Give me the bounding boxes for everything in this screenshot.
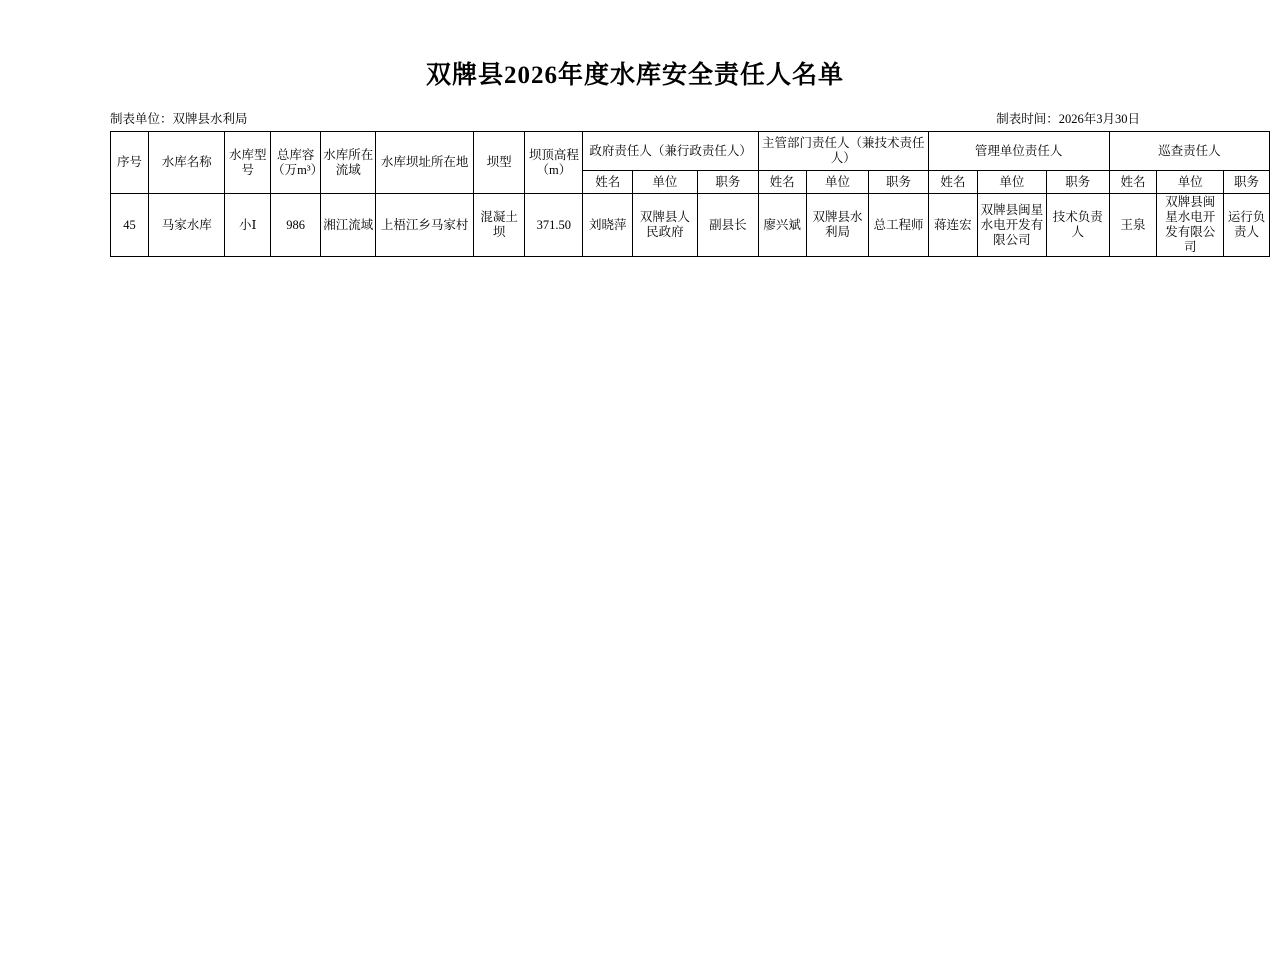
header-group-inspection: 巡查责任人 [1109, 132, 1269, 171]
header-gov-name: 姓名 [583, 171, 633, 194]
cell-crest-elevation: 371.50 [525, 194, 583, 257]
header-total-capacity: 总库容（万m³） [271, 132, 321, 194]
cell-mg-post: 技术负责人 [1046, 194, 1109, 257]
cell-mg-name: 蒋连宏 [928, 194, 978, 257]
cell-sup-post: 总工程师 [869, 194, 928, 257]
header-seq: 序号 [111, 132, 149, 194]
header-gov-post: 职务 [697, 171, 758, 194]
cell-in-post: 运行负责人 [1224, 194, 1270, 257]
prepared-date-label: 制表时间：2026年3月30日 [996, 112, 1140, 126]
cell-reservoir-type: 小Ⅰ [225, 194, 271, 257]
cell-gov-unit: 双牌县人民政府 [632, 194, 697, 257]
header-sup-post: 职务 [869, 171, 928, 194]
cell-gov-name: 刘晓萍 [583, 194, 633, 257]
header-dam-type: 坝型 [473, 132, 524, 194]
header-in-post: 职务 [1224, 171, 1270, 194]
prepared-by-label: 制表单位：双牌县水利局 [110, 112, 248, 126]
cell-mg-unit: 双牌县闽星水电开发有限公司 [978, 194, 1047, 257]
table-body [111, 194, 1270, 257]
cell-sup-unit: 双牌县水利局 [806, 194, 869, 257]
header-mg-name: 姓名 [928, 171, 978, 194]
cell-total-capacity: 986 [271, 194, 321, 257]
header-gov-unit: 单位 [632, 171, 697, 194]
cell-reservoir-name: 马家水库 [149, 194, 225, 257]
cell-in-unit: 双牌县闽星水电开发有限公司 [1157, 194, 1224, 257]
header-dam-location: 水库坝址所在地 [376, 132, 473, 194]
cell-basin: 湘江流域 [321, 194, 376, 257]
document-page [0, 55, 1270, 953]
meta-row [0, 109, 1270, 125]
cell-gov-post: 副县长 [697, 194, 758, 257]
header-mg-unit: 单位 [978, 171, 1047, 194]
header-basin: 水库所在流域 [321, 132, 376, 194]
page-title: 双牌县2026年度水库安全责任人名单 [425, 62, 844, 89]
header-group-supervisor: 主管部门责任人（兼技术责任人） [758, 132, 928, 171]
cell-dam-type: 混凝土坝 [473, 194, 524, 257]
header-sup-unit: 单位 [806, 171, 869, 194]
cell-in-name: 王泉 [1109, 194, 1157, 257]
header-sup-name: 姓名 [758, 171, 806, 194]
header-in-name: 姓名 [1109, 171, 1157, 194]
cell-dam-location: 上梧江乡马家村 [376, 194, 473, 257]
header-mg-post: 职务 [1046, 171, 1109, 194]
responsibility-table [110, 131, 1270, 257]
header-reservoir-type: 水库型号 [225, 132, 271, 194]
table-header-row-top [111, 132, 1270, 171]
header-crest-elevation: 坝顶高程（m） [525, 132, 583, 194]
table-header [111, 132, 1270, 194]
header-reservoir-name: 水库名称 [149, 132, 225, 194]
table-row [111, 194, 1270, 257]
header-group-management: 管理单位责任人 [928, 132, 1109, 171]
header-group-government: 政府责任人（兼行政责任人） [583, 132, 758, 171]
cell-seq: 45 [111, 194, 149, 257]
cell-sup-name: 廖兴斌 [758, 194, 806, 257]
header-in-unit: 单位 [1157, 171, 1224, 194]
